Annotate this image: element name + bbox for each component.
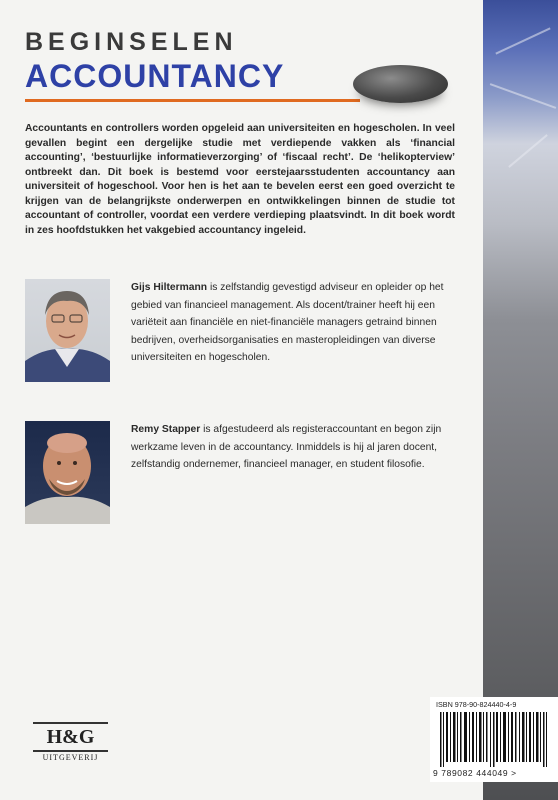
barcode-icon: [440, 712, 550, 767]
logo-top-line: [33, 722, 108, 724]
title-accountancy: ACCOUNTANCY: [25, 58, 285, 94]
logo-bottom-line: [33, 750, 108, 752]
publisher-logo: [33, 720, 108, 762]
isbn-label: ISBN 978-90-824440-4-9: [436, 700, 517, 709]
author-photo-stapper: [25, 421, 110, 524]
isbn-barcode-box: [430, 697, 558, 782]
author-bio-stapper: [131, 421, 461, 474]
author-name-hiltermann: Gijs Hiltermann: [131, 282, 208, 293]
publisher-logo-text: H&G: [46, 726, 95, 748]
author-bio-text-stapper: is afgestudeerd als registeraccountant en begon zijn werkzame leven in de accountancy. Inmiddels is hij al jaren docent, zelfstandig ondernemer, financieel manager, en student filosofie.: [131, 424, 442, 470]
title-beginselen: BEGINSELEN: [25, 28, 238, 56]
author-bio-hiltermann: [131, 279, 461, 367]
isbn-digits: 9 789082 444049 >: [433, 768, 517, 778]
stone-image: [353, 65, 448, 103]
title-underline: [25, 99, 360, 102]
cover-photo-strip: [483, 0, 558, 800]
author-name-stapper: Remy Stapper: [131, 424, 201, 435]
publisher-name: UITGEVERIJ: [42, 753, 99, 762]
intro-paragraph: Accountants en controllers worden opgeleid aan universiteiten en hogescholen. In veel gevallen begint een dergelijke studie met verdiepende vakken als ‘financial accounting’, ‘bestuurlijke informatieverzorging’ of ‘fiscaal recht’. De ‘helikopterview’ ontbreekt dan. Dit boek is bestemd voor eerstejaarsstudenten accountancy aan universiteit of hogeschool. Voor hen is het aan te bevelen eerst een goed overzicht te krijgen van de belangrijkste onderwerpen en ontwikkelingen binnen de studie tot accountant of controller, voordat een verdere verdieping plaatsvindt. In dit boek wordt in zes hoofdstukken het vakgebied accountancy ingeleid.: [25, 123, 455, 236]
author-bio-text-hiltermann: is zelfstandig gevestigd adviseur en opleider op het gebied van financieel management. Als docent/trainer heeft hij een variëteit aan financiële en niet-financiële managers getraind binnen bedrijven, overheidsorganisaties en masteropleidingen van diverse universiteiten en hogescholen.: [131, 282, 444, 363]
author-photo-hiltermann: [25, 279, 110, 382]
